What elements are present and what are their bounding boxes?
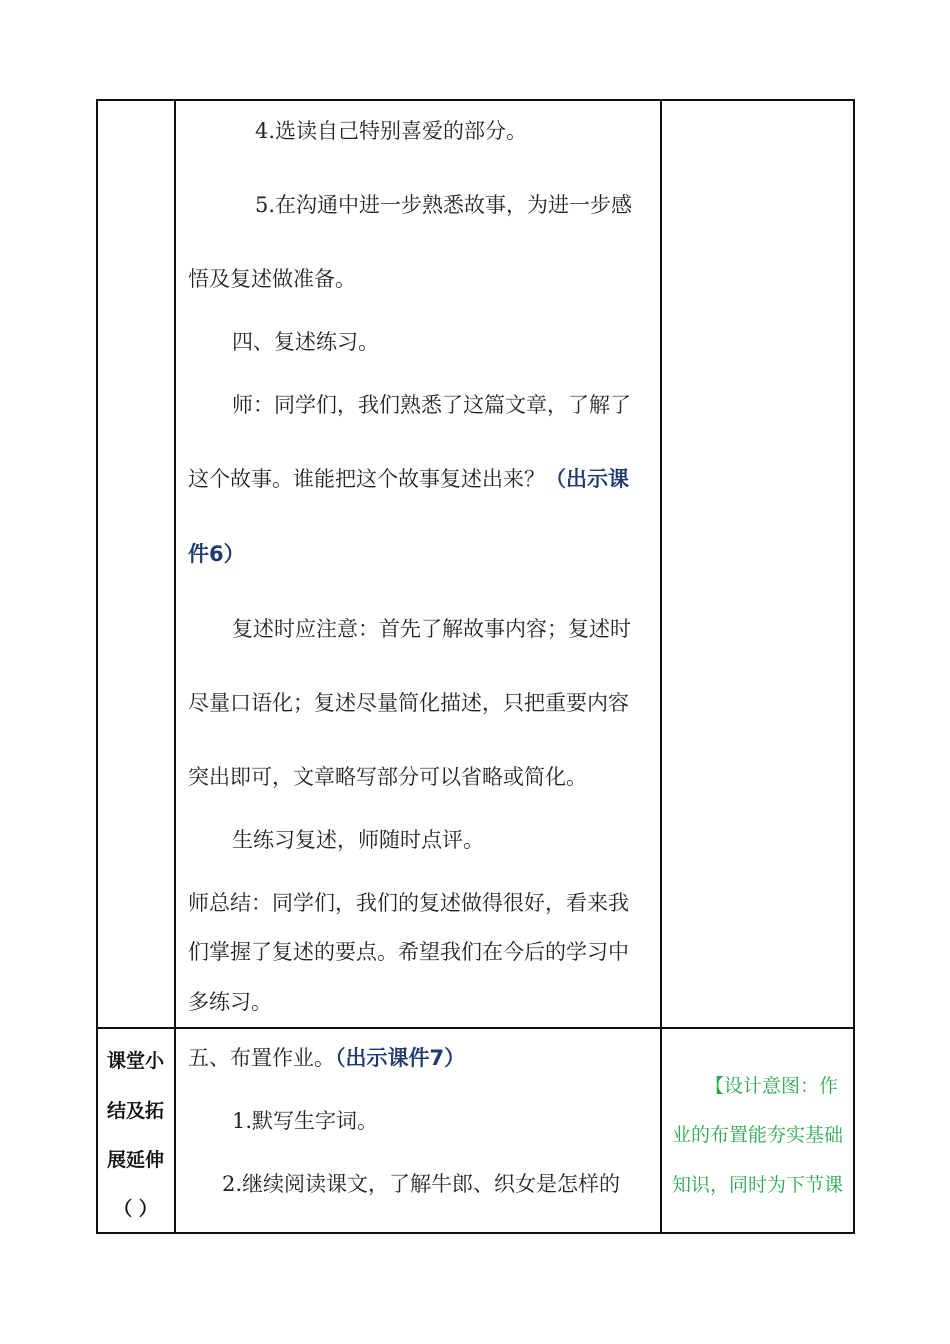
step-5-line: 5.在沟通中进一步熟悉故事，为进一步感 [255,193,633,217]
courseware-ref-6b: 件6） [188,542,245,566]
homework-heading: 五、布置作业。（出示课件7） [188,1046,466,1070]
teacher-line-1: 师：同学们，我们熟悉了这篇文章，了解了 [232,393,631,417]
design-intent-line-1: 【设计意图：作 [705,1075,839,1097]
teacher-line-2: 这个故事。谁能把这个故事复述出来？（出示课 [188,467,629,491]
table-row-divider [96,1027,855,1029]
note-line-2: 尽量口语化；复述尽量简化描述，只把重要内容 [188,691,629,715]
courseware-ref-6a: （出示课 [545,467,629,491]
table-border-bottom [96,1232,855,1234]
practice-line: 生练习复述，师随时点评。 [232,828,484,852]
table-border-col2 [660,99,662,1234]
row-label-line-3: 展延伸 [106,1149,164,1171]
step-4-line: 4.选读自己特别喜爱的部分。 [255,119,528,143]
row-label-line-2: 结及拓 [106,1100,164,1122]
table-border-right [853,99,855,1234]
section-4-heading: 四、复述练习。 [232,330,379,354]
row-label-line-1: 课堂小 [106,1050,164,1072]
summary-line-2: 们掌握了复述的要点。希望我们在今后的学习中 [188,940,629,964]
table-border-top [96,99,855,101]
design-intent-line-2: 业的布置能夯实基础 [672,1124,844,1146]
note-line-3: 突出即可，文章略写部分可以省略或简化。 [188,765,587,789]
homework-item-2: 2.继续阅读课文，了解牛郎、织女是怎样的 [222,1172,621,1196]
step-5-line-cont: 悟及复述做准备。 [188,267,356,291]
homework-item-1: 1.默写生字词。 [232,1109,379,1133]
summary-line-1: 师总结：同学们，我们的复述做得很好，看来我 [188,891,629,915]
design-intent-line-3: 知识，同时为下节课 [672,1174,844,1196]
courseware-ref-7: （出示课件7） [335,1046,466,1070]
summary-line-3: 多练习。 [188,990,272,1014]
note-line-1: 复述时应注意：首先了解故事内容；复述时 [232,617,631,641]
row-label-line-4: （ ） [113,1198,158,1220]
